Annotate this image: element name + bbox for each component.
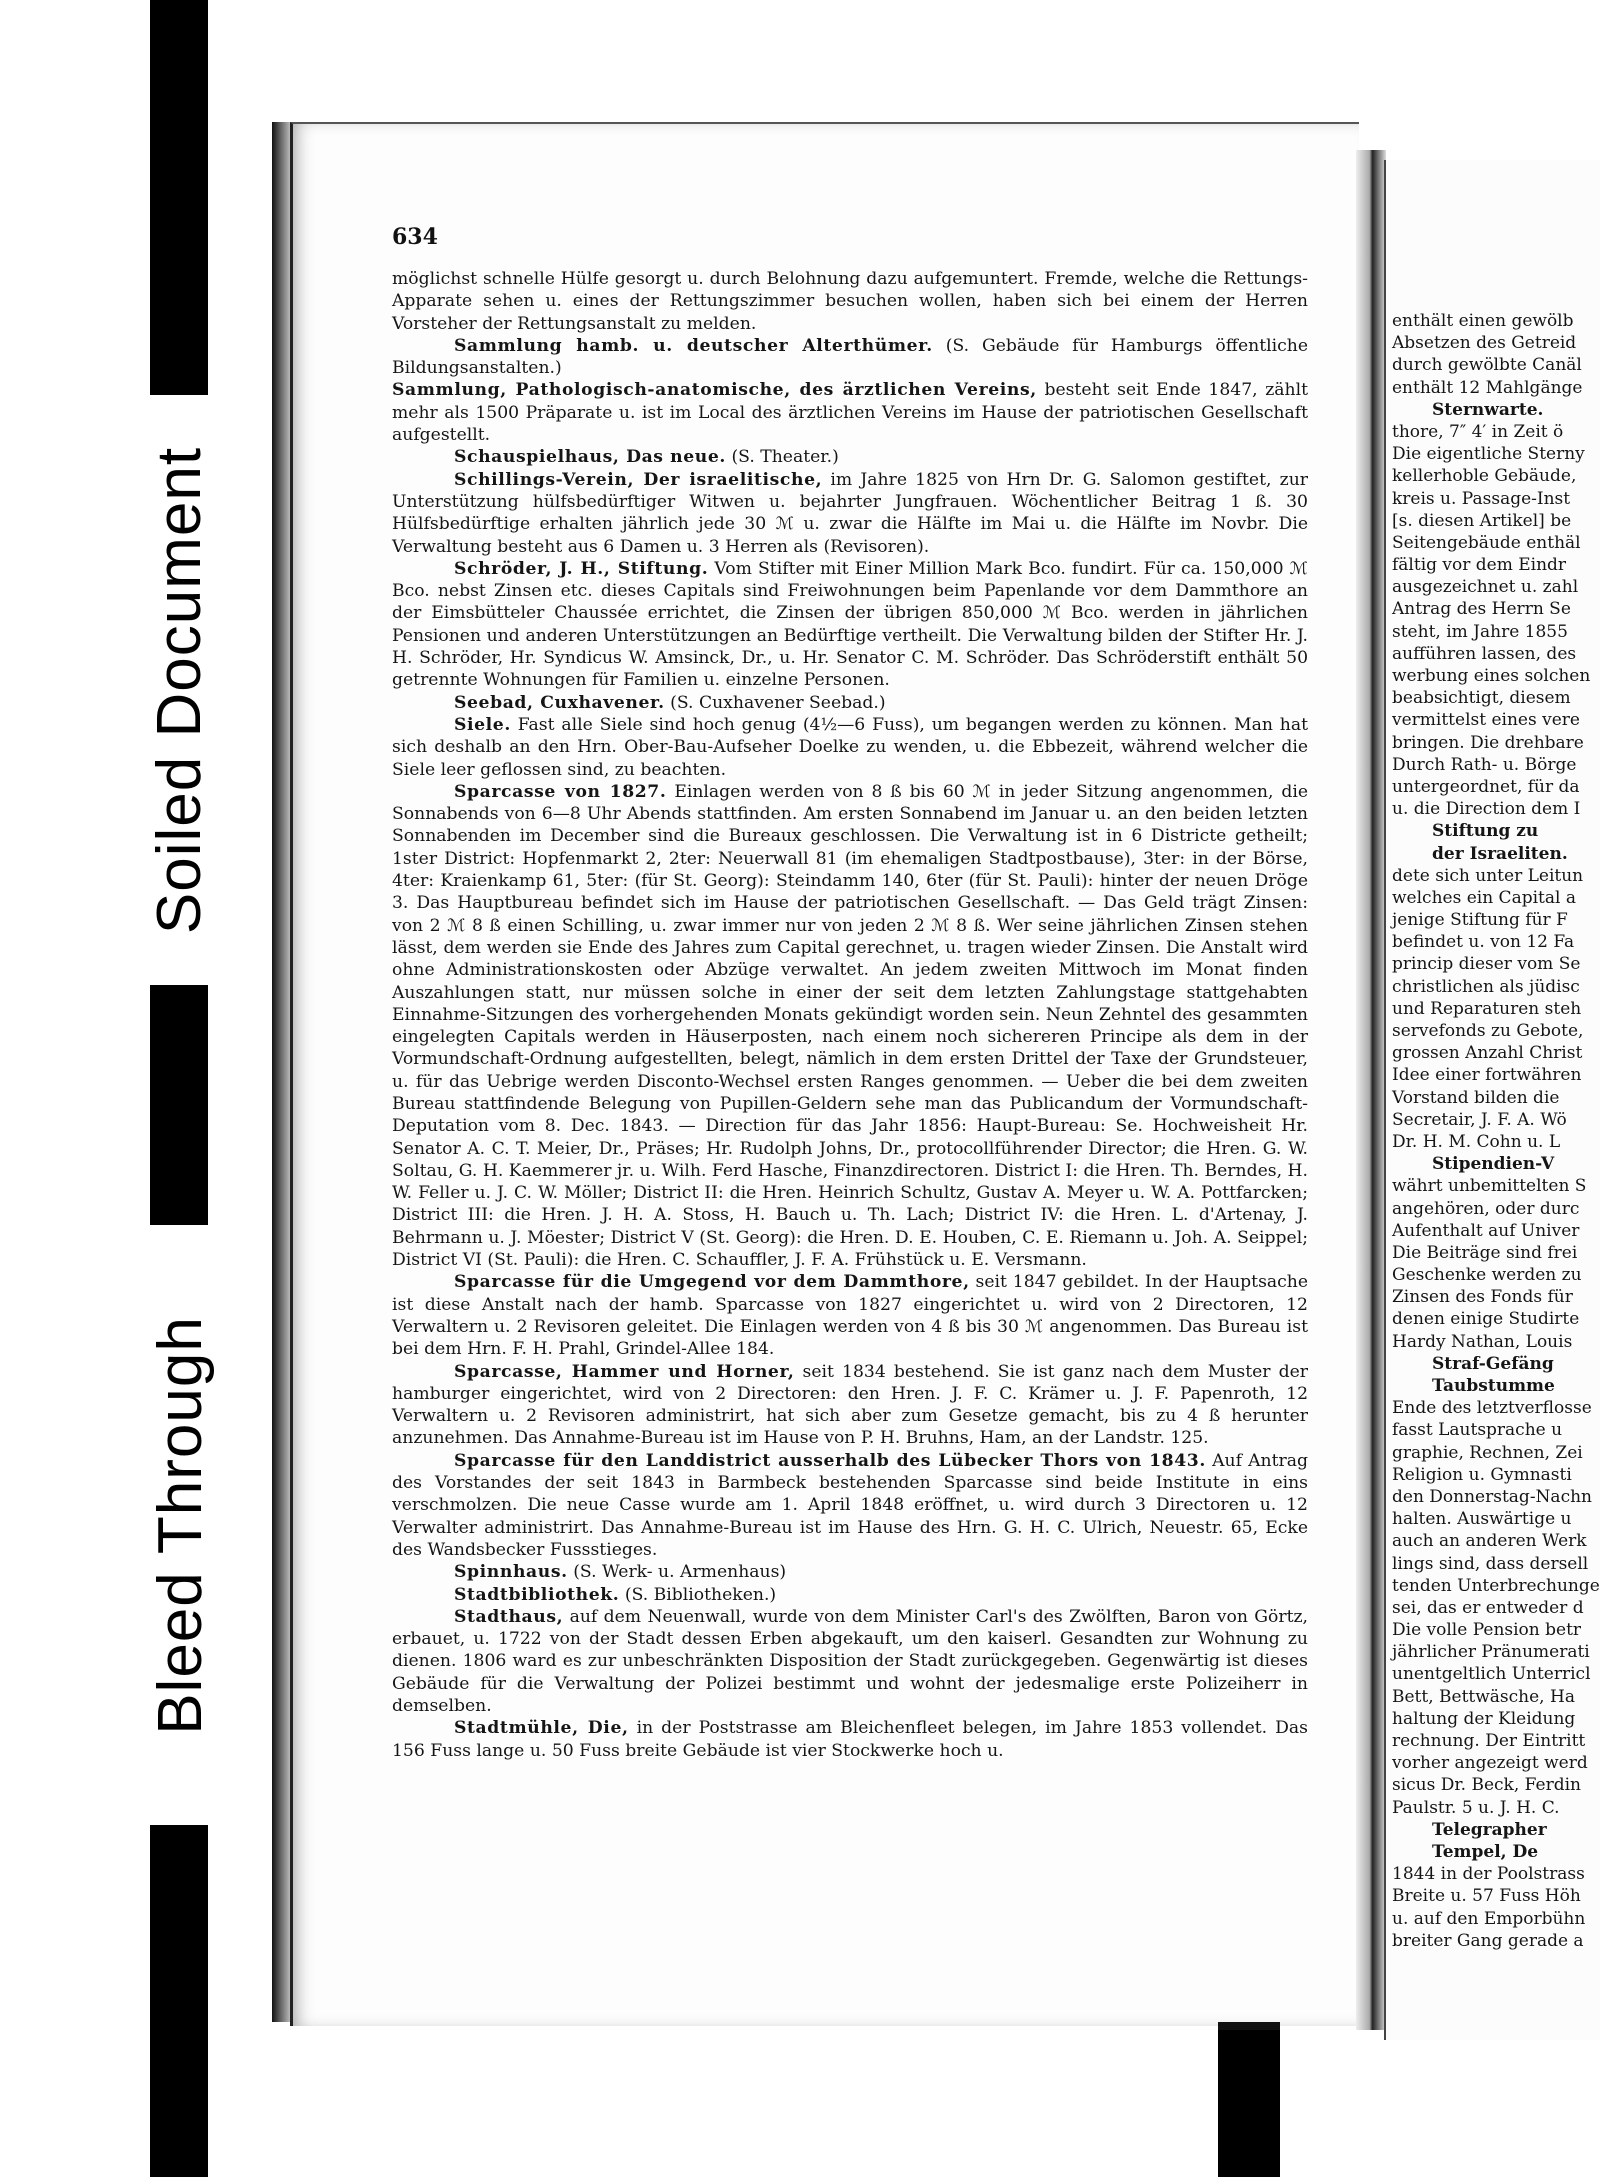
right-page-line: jenige Stiftung für F	[1392, 910, 1568, 931]
right-page-line: Aufenthalt auf Univer	[1392, 1220, 1580, 1241]
bleed-through-text: Bleed Through	[145, 1315, 215, 1735]
right-page-text	[1392, 310, 1600, 1952]
right-page-line: vermittelst eines vere	[1392, 710, 1580, 731]
right-page-line: u. auf den Emporbühn	[1392, 1908, 1586, 1929]
right-page-line: rechnung. Der Eintritt	[1392, 1731, 1586, 1751]
right-page-line: Idee einer fortwähren	[1392, 1065, 1582, 1086]
right-page-line: haltung der Kleidung	[1392, 1708, 1576, 1729]
entry-heading: Schauspielhaus, Das neue.	[454, 447, 727, 468]
entry-text: auf dem Neuenwall, wurde von dem Minister Carl's des Zwölften, Baron von Görtz, erbauet, u. 1722 von der Stadt dessen Erben abgekauft, um den kaiserl. Gesandten zur Wohnung zu dienen. 1806 ward es zur unbeschränkten Disposition der Stadt zurückgegeben. Gegenwärtig ist dieses Gebäude für die Verwaltung der Polizei bestimmt und wohnt der jedesmalige erste Polizeiherr in demselben.	[392, 1606, 1308, 1716]
right-page-line: Dr. H. M. Cohn u. L	[1392, 1131, 1561, 1152]
right-page-line: bringen. Die drehbare	[1392, 732, 1584, 753]
right-page-line: angehören, oder durc	[1392, 1198, 1580, 1219]
right-page-line: steht, im Jahre 1855	[1392, 621, 1568, 642]
entry-paragraph	[392, 1606, 1308, 1717]
right-page-line: Zinsen des Fonds für	[1392, 1287, 1573, 1308]
entry-paragraph	[392, 268, 1308, 335]
right-page-line: sicus Dr. Beck, Ferdin	[1392, 1775, 1581, 1796]
right-page-line: christlichen als jüdisc	[1392, 976, 1580, 997]
entry-text: Einlagen werden von 8 ß bis 60 ℳ in jeder Sitzung angenommen, die Sonnabends von 6—8 Uhr Abends stattfinden. Am ersten Sonnabend im Januar u. an den beiden letzten Sonnabenden im December sind die Bureaux geschlossen. Die Verwaltung ist in 6 Districte getheilt; 1ster District: Hopfenmarkt 2, 2ter: Neuerwall 81 (im ehemaligen Stadtpostbause), 3ter: in der Börse, 4ter: Kraienkamp 61, 5ter: (für St. Georg): Steindamm 140, 6ter (für St. Pauli): hinter der neuen Dröge 3. Das Hauptbureau befindet sich im Hause der patriotischen Gesellschaft. — Das Geld trägt Zinsen: von 2 ℳ 8 ß einen Schilling, u. zwar immer nur von jeden 2 ℳ 8 ß. Wer seine jährlichen Zinsen stehen lässt, dem werden sie Ende des Jahres zum Capital gerechnet, u. tragen wieder Zinsen. Die Anstalt wird ohne Administrationskosten oder Abzüge verwaltet. An jedem zweiten Mittwoch im Monat finden Auszahlungen statt, nur müssen solche in einer der seit dem letzten Zahlungstage stattgehabten Einnahme-Sitzungen des vorhergehenden Monats gekündigt worden sein. Neun Zehntel des gesammten eingelegten Capitals werden in Häuserposten, nach einem noch sichereren Principe als dem in der Vormundschaft-Ordnung aufgestellten, belegt, nämlich in dem ersten Drittel der Taxe der Grundsteuer, u. für das Uebrige werden Disconto-Wechsel ersten Ranges genommen. — Ueber die bei dem zweiten Bureau stattfindende Belegung von Pupillen-Geldern sehe man das Publicandum der Vormundschaft-Deputation vom 8. Dec. 1843. — Direction für das Jahr 1856: Haupt-Bureau: Se. Hochweisheit Hr. Senator A. C. T. Meier, Dr., Präses; Hr. Rudolph Johns, Dr., protocollführender Director; die Hren. G. W. Soltau, G. H. Kaemmerer jr. u. Wilh. Ferd Hasche, Finanzdirectoren. District I: die Hren. Th. Berndes, H. W. Feller u. J. C. W. Möller; District II: die Hren. Heinrich Schultz, Gustav A. Meyer u. W. A. Pottfarcken; District III: die Hren. J. H. A. Stoss, H. Bauch u. Th. Lach; District IV: die Hren. L. d'Artenay, J. Behrmann u. J. Möester; District V (St. Georg): die Hren. D. E. Houben, C. E. Riemann u. Joh. A. Seippel; District VI (St. Pauli): die Hren. C. Schauffler, J. F. A. Frühstück u. E. Versmann.	[392, 781, 1308, 1271]
entry-paragraph	[392, 1717, 1308, 1762]
entry-paragraph	[392, 1450, 1308, 1561]
right-page-line: Vorstand bilden die	[1392, 1087, 1560, 1108]
entry-paragraph	[392, 446, 1308, 468]
entry-text: (S. Theater.)	[726, 447, 839, 468]
right-page-line: Hardy Nathan, Louis	[1392, 1331, 1573, 1352]
right-page-line: princip dieser vom Se	[1392, 954, 1581, 975]
bottom-black-bar	[150, 1825, 208, 2177]
entry-text: Fast alle Siele sind hoch genug (4½—6 Fuss), um begangen werden zu können. Man hat sich deshalb an den Hrn. Ober-Bau-Aufseher Doelke zu wenden, u. die Ebbezeit, während welcher die Siele leer geflossen sind, zu beachten.	[392, 714, 1308, 780]
right-page-line: u. die Direction dem I	[1392, 799, 1581, 820]
right-page-line: fasst Lautsprache u	[1392, 1420, 1563, 1441]
right-page-line: fältig vor dem Eindr	[1392, 555, 1567, 576]
right-page-line: untergeordnet, für da	[1392, 776, 1580, 797]
right-page-line: sei, das er entweder d	[1392, 1597, 1584, 1618]
entry-heading: Sammlung, Pathologisch-anatomische, des ärztlichen Vereins,	[392, 380, 1037, 401]
right-page-line: [s. diesen Artikel] be	[1392, 510, 1572, 531]
entry-paragraph	[392, 781, 1308, 1272]
right-page-line: vorher angezeigt werd	[1392, 1753, 1588, 1774]
entry-paragraph	[392, 1561, 1308, 1583]
right-page-line: Geschenke werden zu	[1392, 1265, 1582, 1286]
entry-heading: Seebad, Cuxhavener.	[454, 692, 665, 713]
right-page-line: und Reparaturen steh	[1392, 998, 1582, 1019]
entry-paragraph	[392, 1584, 1308, 1606]
right-page-line: Sternwarte.	[1432, 399, 1544, 420]
right-page-line: thore, 7″ 4′ in Zeit ö	[1392, 421, 1564, 442]
right-page-line: Antrag des Herrn Se	[1392, 599, 1571, 620]
right-page-line: Breite u. 57 Fuss Höh	[1392, 1886, 1581, 1907]
entry-heading: Stadthaus,	[454, 1606, 564, 1627]
entry-heading: Sammlung hamb. u. deutscher Alterthümer.	[454, 335, 933, 356]
right-page-line: den Donnerstag-Nachn	[1392, 1486, 1592, 1507]
right-page-line: Stipendien-V	[1432, 1154, 1555, 1175]
right-page-line: Durch Rath- u. Börge	[1392, 754, 1577, 775]
entry-heading: Sparcasse, Hammer und Horner,	[454, 1361, 795, 1382]
entry-text: (S. Cuxhavener Seebad.)	[664, 692, 886, 713]
entry-text: besteht seit Ende 1847, zählt mehr als 1500 Präparate u. ist im Local des ärztlichen Vereins im Hause der patriotischen Gesellschaft aufgestellt.	[392, 380, 1308, 446]
entry-paragraph	[392, 558, 1308, 692]
entry-heading: Stadtbibliothek.	[454, 1584, 620, 1605]
right-page	[1384, 160, 1600, 2040]
right-page-line: 1844 in der Poolstrass	[1392, 1864, 1585, 1885]
entry-paragraph	[392, 469, 1308, 558]
entry-text: seit 1847 gebildet. In der Hauptsache ist diese Anstalt nach der hamb. Sparcasse von 1827 eingerichtet u. wird von 2 Directoren, 12 Verwaltern u. 2 Revisoren geleitet. Die Einlagen werden von 4 ß bis 30 ℳ angenommen. Das Bureau ist bei dem Hrn. F. H. Prahl, Grindel-Allee 184.	[392, 1272, 1308, 1360]
right-page-line: kreis u. Passage-Inst	[1392, 488, 1571, 509]
right-page-line: auch an anderen Werk	[1392, 1531, 1587, 1552]
right-page-line: Tempel, De	[1432, 1841, 1539, 1862]
entry-text: möglichst schnelle Hülfe gesorgt u. durch Belohnung dazu aufgemuntert. Fremde, welche die Rettungs-Apparate sehen u. eines der Rettungszimmer besuchen wollen, haben sich bei einem der Herren Vorsteher der Rettungsanstalt zu melden.	[392, 269, 1308, 334]
right-page-line: welches ein Capital a	[1392, 887, 1576, 908]
bleed-through-label	[124, 1225, 236, 1825]
entry-heading: Stadtmühle, Die,	[454, 1718, 629, 1739]
entry-text: (S. Bibliotheken.)	[619, 1584, 777, 1605]
right-page-line: enthält 12 Mahlgänge	[1392, 377, 1583, 398]
right-page-line: grossen Anzahl Christ	[1392, 1043, 1583, 1064]
right-page-line: durch gewölbte Canäl	[1392, 355, 1582, 376]
entry-heading: Siele.	[454, 714, 511, 735]
soiled-document-label	[124, 395, 236, 985]
right-page-line: unentgeltlich Unterricl	[1392, 1664, 1591, 1685]
right-page-line: jährlicher Pränumerati	[1392, 1642, 1590, 1663]
entry-text: (S. Werk- u. Armenhaus)	[567, 1562, 787, 1583]
entry-text: im Jahre 1825 von Hrn Dr. G. Salomon gestiftet, zur Unterstützung hülfsbedürftiger Witwen u. bejahrter Jungfrauen. Wöchentlicher Beitrag 1 ß. 30 Hülfsbedürftige erhalten jährlich jede 30 ℳ u. zwar die Hälfte im Mai u. die Hälfte im Novbr. Die Verwaltung besteht aus 6 Damen u. 3 Herren als (Revisoren).	[392, 469, 1308, 557]
right-page-line: enthält einen gewölb	[1392, 311, 1574, 331]
entry-paragraph	[392, 692, 1308, 714]
right-page-line: Bett, Bettwäsche, Ha	[1392, 1686, 1575, 1707]
right-page-line: befindet u. von 12 Fa	[1392, 932, 1575, 953]
right-page-line: aufführen lassen, des	[1392, 643, 1577, 664]
right-page-line: Stiftung zu	[1432, 821, 1539, 842]
entry-text: Auf Antrag des Vorstandes der seit 1843 in Barmbeck bestehenden Sparcasse sind beide Institute in eins verschmolzen. Die neue Casse wurde am 1. April 1848 eröffnet, u. wird durch 3 Directoren u. 12 Verwalter administrirt. Das Annahme-Bureau ist im Hause des Hrn. G. H. C. Ulrich, Neuestr. 65, Ecke des Wandsbecker Fussstieges.	[392, 1450, 1308, 1560]
right-page-line: breiter Gang gerade a	[1392, 1930, 1584, 1951]
right-page-line: Ende des letztverflosse	[1392, 1398, 1592, 1419]
right-page-line: Die eigentliche Sterny	[1392, 444, 1585, 465]
page-text-column	[392, 268, 1308, 1762]
entry-text: (S. Gebäude für Hamburgs öffentliche Bildungsanstalten.)	[392, 335, 1308, 379]
entry-paragraph	[392, 379, 1308, 446]
right-page-line: Die Beiträge sind frei	[1392, 1242, 1578, 1263]
right-page-line: der Israeliten.	[1432, 843, 1568, 864]
entry-text: seit 1834 bestehend. Sie ist ganz nach dem Muster der hamburger eingerichtet, wird von 2 Directoren: den Hren. J. F. C. Krämer u. J. F. Papenroth, 12 Verwaltern u. 2 Revisoren administrirt, hat sich aber zum Gesetze gemacht, bis zu 4 ß herunter anzunehmen. Das Annahme-Bureau ist im Hause von P. H. Bruhns, Ham, an der Landstr. 125.	[392, 1361, 1308, 1449]
right-page-line: Secretair, J. F. A. Wö	[1392, 1109, 1567, 1130]
right-page-line: Seitengebäude enthäl	[1392, 532, 1581, 553]
right-page-line: Absetzen des Getreid	[1392, 333, 1577, 354]
page-number: 634	[392, 224, 438, 250]
right-page-line: Taubstumme	[1432, 1376, 1555, 1396]
entry-paragraph	[392, 1361, 1308, 1450]
entry-heading: Sparcasse für den Landdistrict ausserhalb des Lübecker Thors von 1843.	[454, 1450, 1206, 1471]
right-page-line: graphie, Rechnen, Zei	[1392, 1442, 1583, 1463]
entry-heading: Schröder, J. H., Stiftung.	[454, 558, 709, 579]
middle-black-bar	[150, 985, 208, 1225]
right-page-line: beabsichtigt, diesem	[1392, 688, 1571, 709]
right-page-line: dete sich unter Leitun	[1392, 865, 1584, 886]
bottom-black-stripe	[1218, 2030, 1280, 2177]
entry-text: in der Poststrasse am Bleichenfleet belegen, im Jahre 1853 vollendet. Das 156 Fuss lange u. 50 Fuss breite Gebäude ist vier Stockwerke hoch u.	[392, 1718, 1308, 1761]
entry-heading: Sparcasse für die Umgegend vor dem Dammthore,	[454, 1272, 970, 1293]
right-page-line: denen einige Studirte	[1392, 1309, 1580, 1330]
entry-heading: Schillings-Verein, Der israelitische,	[454, 469, 823, 490]
right-page-line: währt unbemittelten S	[1392, 1176, 1587, 1197]
entry-paragraph	[392, 335, 1308, 380]
top-black-bar	[150, 0, 208, 400]
right-page-line: werbung eines solchen	[1392, 666, 1591, 686]
soiled-document-text: Soiled Document	[145, 446, 215, 934]
right-page-line: Die volle Pension betr	[1392, 1620, 1582, 1641]
right-page-line: kellerhoble Gebäude,	[1392, 466, 1577, 487]
entry-paragraph	[392, 1271, 1308, 1360]
entry-heading: Spinnhaus.	[454, 1562, 568, 1583]
right-page-line: halten. Auswärtige u	[1392, 1509, 1572, 1530]
entry-paragraph	[392, 714, 1308, 781]
book-gutter	[1356, 150, 1386, 2030]
right-page-line: Straf-Gefäng	[1432, 1353, 1554, 1374]
right-page-line: lings sind, dass dersell	[1392, 1553, 1589, 1574]
right-page-line: Paulstr. 5 u. J. H. C.	[1392, 1797, 1560, 1818]
entry-heading: Sparcasse von 1827.	[454, 781, 667, 802]
right-page-line: ausgezeichnet u. zahl	[1392, 577, 1579, 598]
right-page-line: servefonds zu Gebote,	[1392, 1021, 1584, 1041]
entry-text: Vom Stifter mit Einer Million Mark Bco. fundirt. Für ca. 150,000 ℳ Bco. nebst Zinsen etc. dieses Capitals sind Freiwohnungen beim Papenlande vor dem Dammthore an der Eimsbütteler Chaussée errichtet, die Zinsen der übrigen 850,000 ℳ Bco. werden in jährlichen Pensionen und anderen Unterstützungen an Bedürftige vertheilt. Die Verwaltung bilden der Stifter Hr. J. H. Schröder, Hr. Syndicus W. Amsinck, Dr., u. Hr. Senator C. M. Schröder. Das Schröderstift enthält 50 getrennte Wohnungen für Familien u. einzelne Personen.	[392, 558, 1308, 691]
right-page-line: Telegrapher	[1432, 1819, 1547, 1840]
right-page-line: tenden Unterbrechunge	[1392, 1575, 1600, 1596]
right-page-line: Religion u. Gymnasti	[1392, 1464, 1572, 1485]
